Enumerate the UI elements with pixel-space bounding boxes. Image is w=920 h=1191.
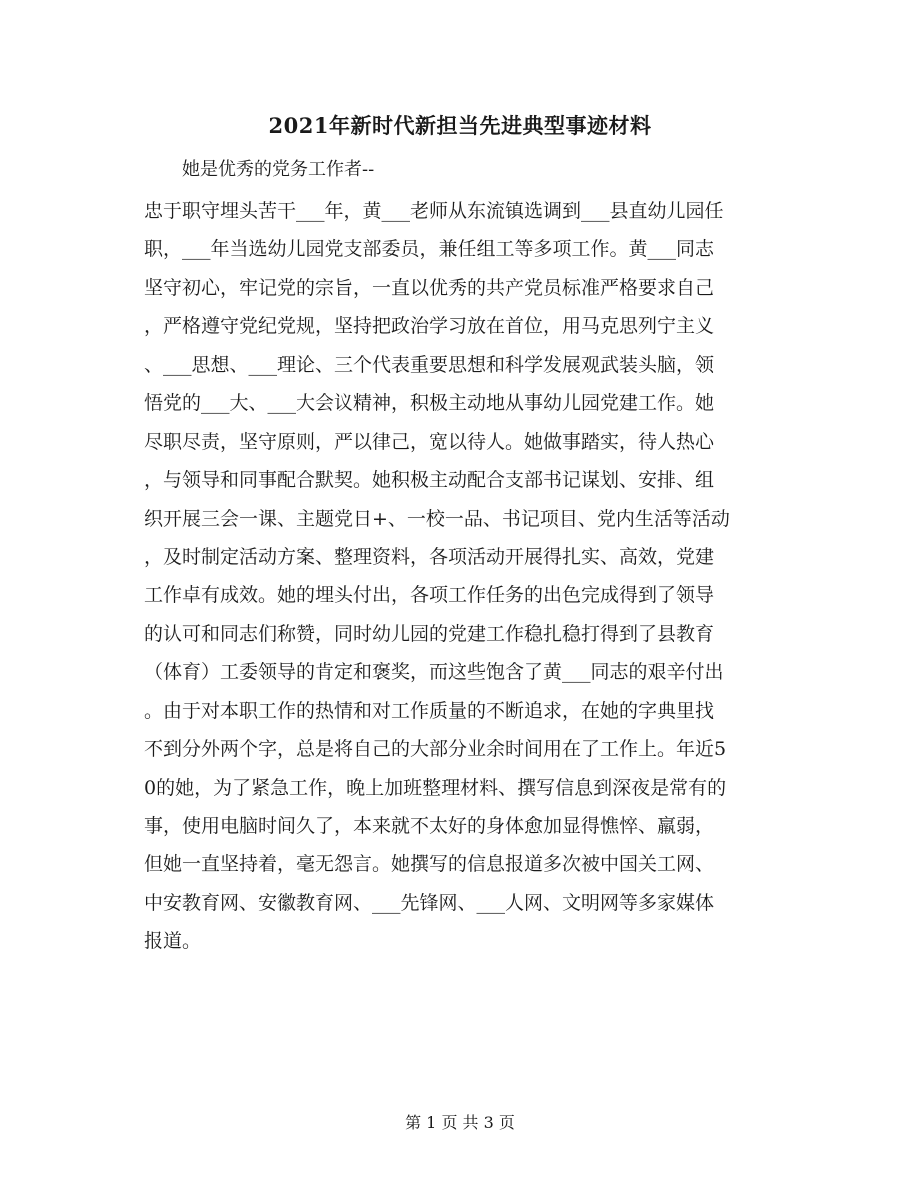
body-line: ，与领导和同事配合默契。她积极主动配合支部书记谋划、安排、组 (144, 469, 715, 492)
body-line: ，及时制定活动方案、整理资料，各项活动开展得扎实、高效，党建 (144, 545, 715, 568)
body-line: 中安教育网、安徽教育网、___先锋网、___人网、文明网等多家媒体 (144, 891, 715, 914)
document-title: 2021年新时代新担当先进典型事迹材料 (268, 113, 652, 138)
body-line: ，严格遵守党纪党规，坚持把政治学习放在首位，用马克思列宁主义 (144, 315, 715, 338)
body-line: 不到分外两个字，总是将自己的大部分业余时间用在了工作上。年近5 (144, 738, 727, 761)
body-line: 坚守初心，牢记党的宗旨，一直以优秀的共产党员标准严格要求自己 (144, 276, 715, 299)
body-line: 。由于对本职工作的热情和对工作质量的不断追求，在她的字典里找 (144, 699, 715, 722)
body-line: 工作卓有成效。她的埋头付出，各项工作任务的出色完成得到了领导 (144, 584, 715, 607)
body-line: 、___思想、___理论、三个代表重要思想和科学发展观武装头脑，领 (144, 353, 715, 376)
body-line: 忠于职守埋头苦干___年，黄___老师从东流镇选调到___县直幼儿园任 (144, 200, 724, 222)
page-number-footer: 第 1 页 共 3 页 (405, 1113, 515, 1132)
body-line: 0的她，为了紧急工作，晚上加班整理材料、撰写信息到深夜是常有的 (144, 776, 727, 799)
body-line: 尽职尽责，坚守原则，严以律己，宽以待人。她做事踏实，待人热心 (144, 430, 715, 453)
body-line: 悟党的___大、___大会议精神，积极主动地从事幼儿园党建工作。她 (144, 392, 715, 415)
body-line: （体育）工委领导的肯定和褒奖，而这些饱含了黄___同志的艰辛付出 (144, 661, 724, 684)
document-subtitle: 她是优秀的党务工作者-- (182, 159, 375, 180)
body-line: 但她一直坚持着，毫无怨言。她撰写的信息报道多次被中国关工网、 (144, 853, 715, 876)
body-line: 事，使用电脑时间久了，本来就不太好的身体愈加显得憔悴、羸弱， (144, 815, 715, 837)
body-paragraph (144, 192, 780, 961)
body-line: 报道。 (144, 930, 202, 953)
body-line: 织开展三会一课、主题党日+、一校一品、书记项目、党内生活等活动 (144, 507, 730, 530)
body-line: 的认可和同志们称赞，同时幼儿园的党建工作稳扎稳打得到了县教育 (144, 622, 715, 645)
body-line: 职，___年当选幼儿园党支部委员，兼任组工等多项工作。黄___同志 (144, 238, 715, 261)
